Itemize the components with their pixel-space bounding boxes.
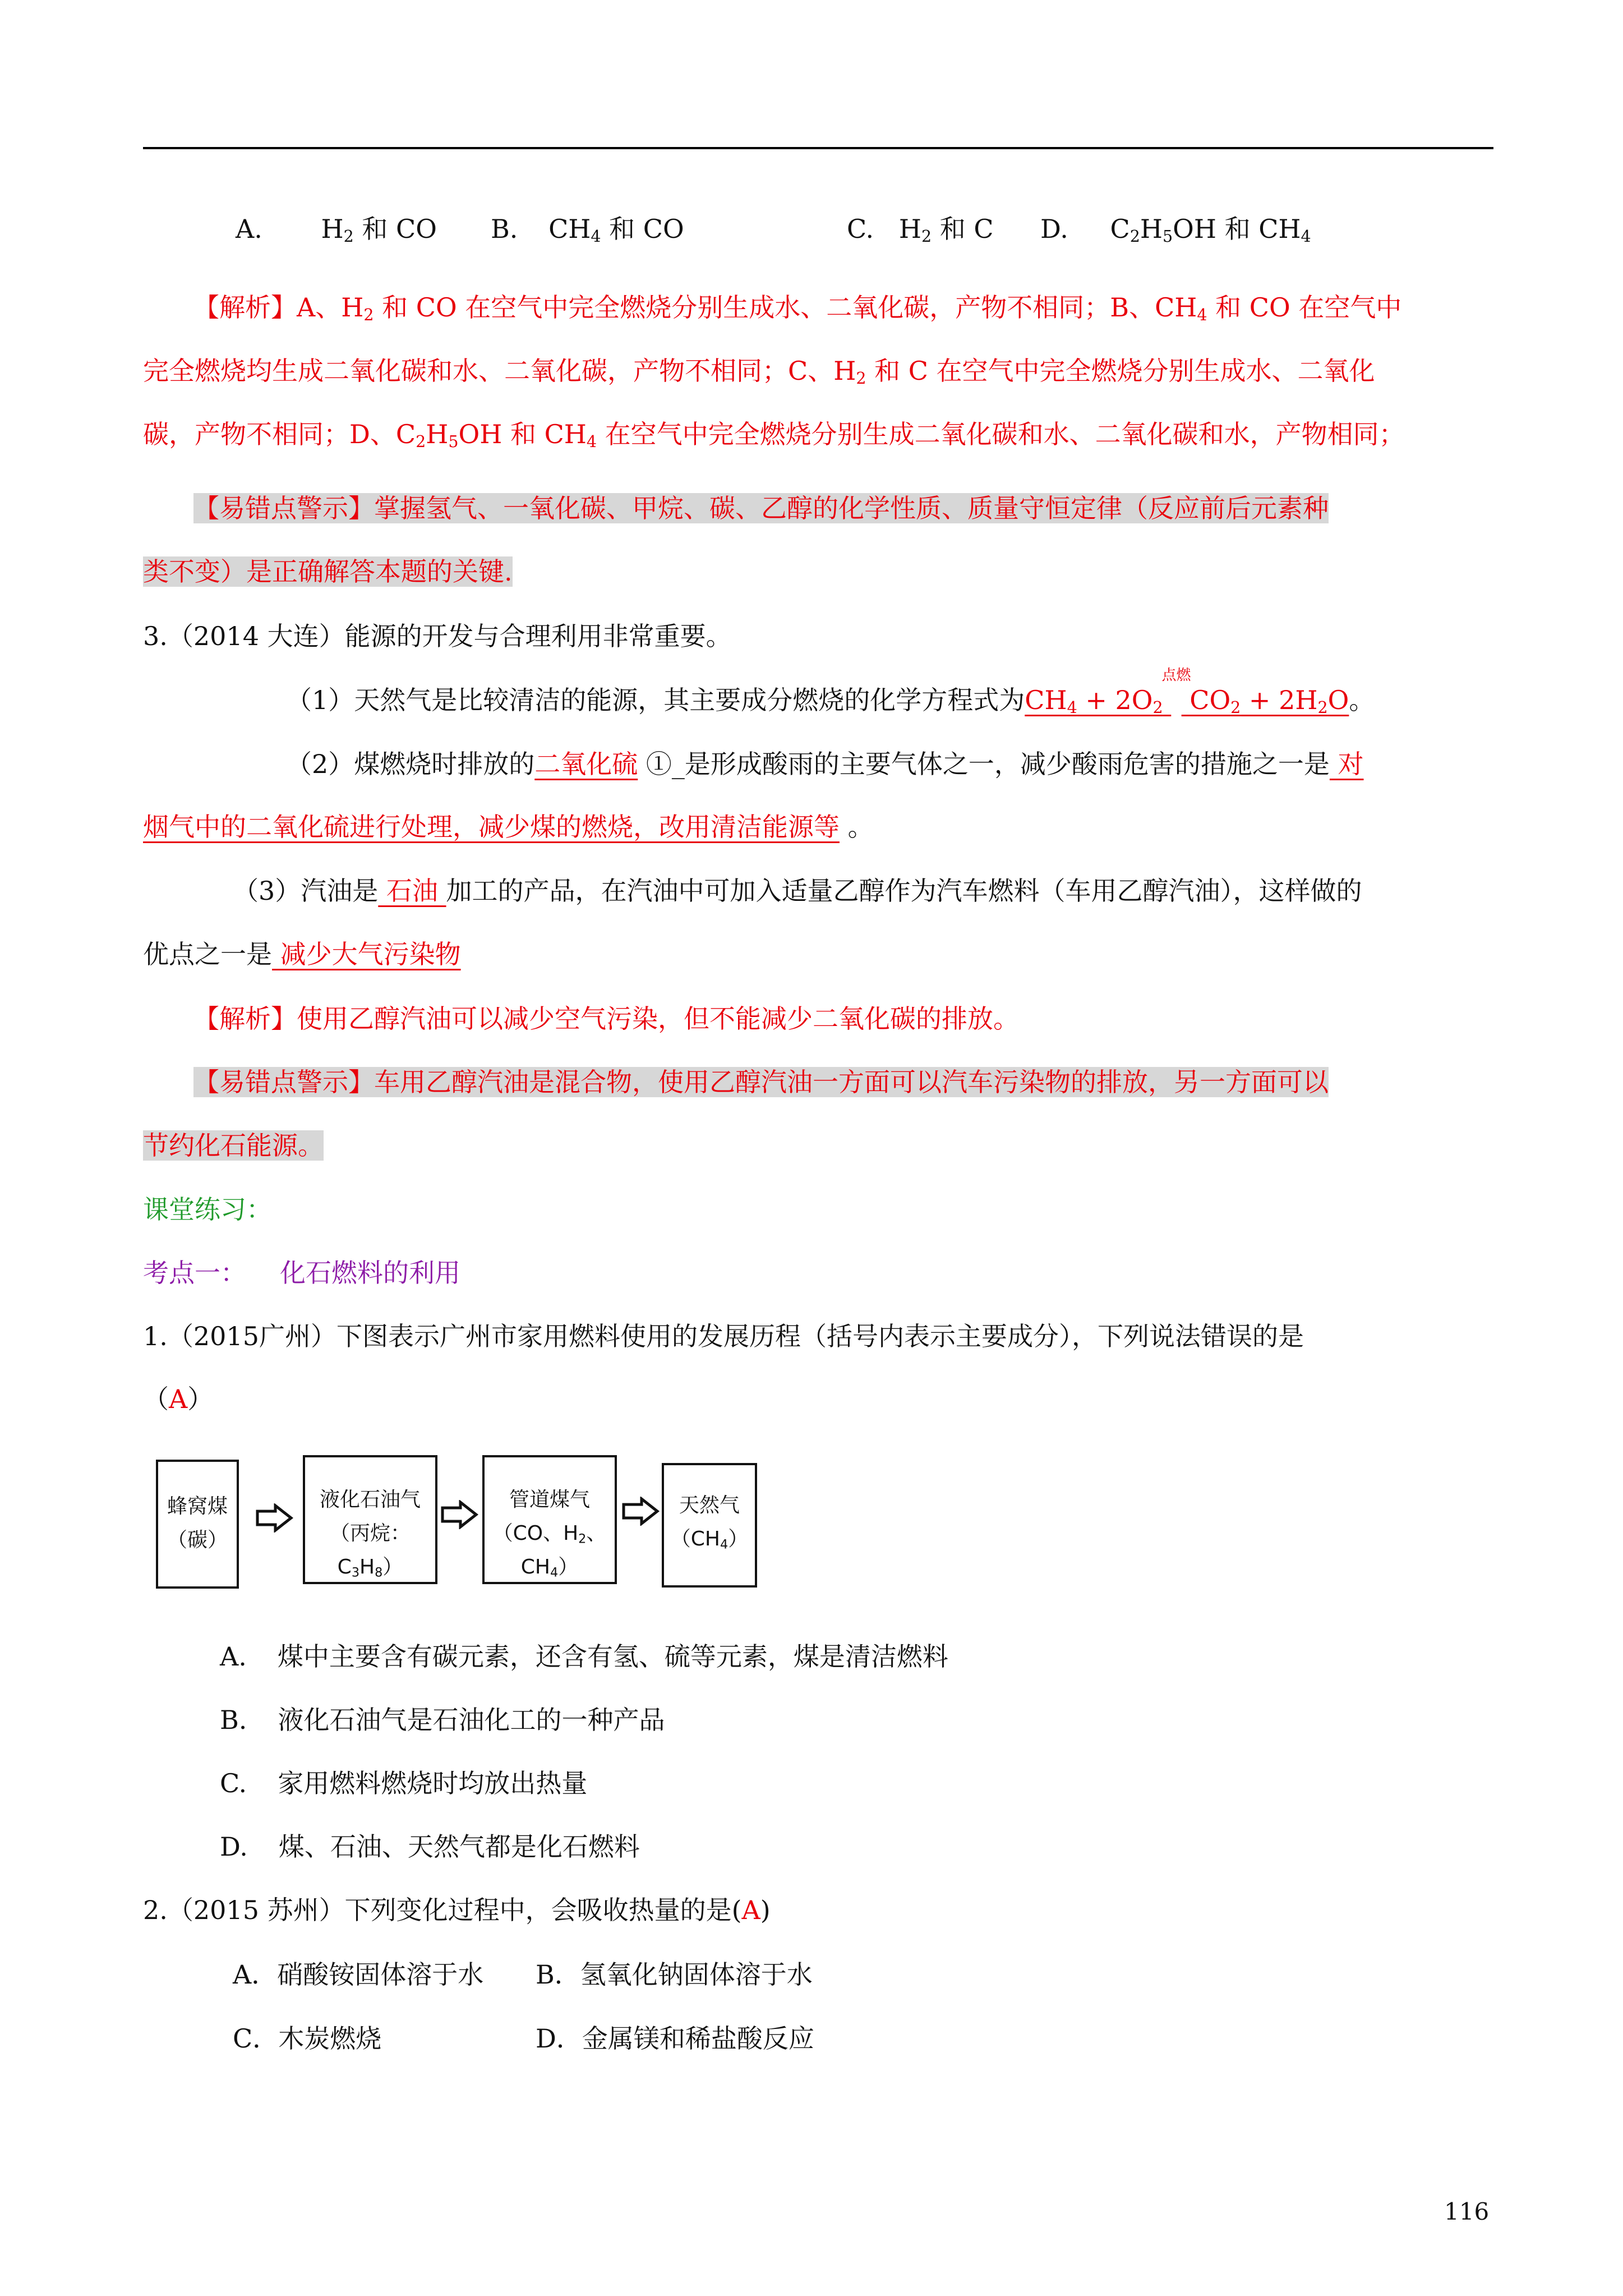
prev-option-b bbox=[491, 209, 684, 246]
fuel-box-natural-gas bbox=[662, 1463, 757, 1588]
option-text: 煤、石油、天然气都是化石燃料 bbox=[278, 1832, 640, 1862]
option-text: 液化石油气是石油化工的一种产品 bbox=[278, 1705, 665, 1735]
option-letter: B. bbox=[491, 214, 518, 244]
box-sublabel: $(CH_4)$ bbox=[670, 1527, 749, 1552]
analysis-1-line-3: 碳，产物不相同；D、$C_2H_5OH$ 和 $CH_4$ 在空气中完全燃烧分别生成二氧化碳和水、二氧化碳和水，产物相同； bbox=[143, 419, 1405, 452]
option-text: $C_2H_5OH$ 和 $CH_4$ bbox=[1110, 214, 1311, 246]
box-sublabel: （碳） bbox=[167, 1529, 228, 1552]
q3-part-3-line-1: （3）汽油是 石油 加工的产品，在汽油中可加入适量乙醇作为汽车燃料（车用乙醇汽油），这样做的 bbox=[233, 876, 1362, 906]
answer-blank: 二氧化硫 bbox=[534, 749, 638, 779]
option-text: $H_2$ 和 CO bbox=[321, 214, 437, 246]
fuel-box-coal bbox=[156, 1460, 239, 1589]
q2-stem: 2.（2015 苏州）下列变化过程中，会吸收热量的是(A) bbox=[143, 1895, 771, 1925]
warning-text: 节约化石能源。 bbox=[143, 1130, 324, 1161]
answer-blank: 减少大气污染物 bbox=[272, 939, 461, 969]
warning-1-line-1 bbox=[193, 488, 1329, 525]
q1-answer: （A） bbox=[143, 1384, 214, 1414]
analysis-1-line-2: 完全燃烧均生成二氧化碳和水、二氧化碳，产物不相同；C、$H_2$ 和 C 在空气中完全燃烧分别生成水、二氧化 bbox=[143, 356, 1375, 388]
warning-1-line-2 bbox=[143, 551, 513, 588]
q1-option-a bbox=[220, 1636, 948, 1673]
warning-text: 【易错点警示】车用乙醇汽油是混合物，使用乙醇汽油一方面可以汽车污染物的排放，另一方面可以 bbox=[193, 1067, 1329, 1097]
topic-name: 化石燃料的利用 bbox=[280, 1258, 460, 1288]
reaction-condition: 点燃 bbox=[1161, 667, 1191, 684]
q1-option-b bbox=[220, 1700, 665, 1737]
box-label: 管道煤气 bbox=[509, 1488, 590, 1511]
analysis-2: 【解析】使用乙醇汽油可以减少空气污染，但不能减少二氧化碳的排放。 bbox=[193, 1004, 1019, 1034]
warning-text: 【易错点警示】掌握氢气、一氧化碳、甲烷、碳、乙醇的化学性质、质量守恒定律（反应前后元素种 bbox=[193, 493, 1329, 523]
option-text: 煤中主要含有碳元素，还含有氢、硫等元素，煤是清洁燃料 bbox=[277, 1641, 948, 1672]
warning-2-line-1 bbox=[193, 1062, 1329, 1099]
topic-label: 考点一： bbox=[143, 1258, 246, 1288]
box-label: 蜂窝煤 bbox=[167, 1495, 228, 1518]
answer-letter: A bbox=[169, 1384, 188, 1414]
q3-part-2-line-1: （2）煤燃烧时排放的二氧化硫 ①_是形成酸雨的主要气体之一，减少酸雨危害的措施之一是 对 bbox=[286, 749, 1364, 779]
q3-part-3-line-2: 优点之一是 减少大气污染物 bbox=[143, 939, 461, 969]
analysis-1-line-1: 【解析】A、$H_2$ 和 CO 在空气中完全燃烧分别生成水、二氧化碳，产物不相同；B、$CH_4$ 和 CO 在空气中 bbox=[193, 292, 1402, 325]
q1-option-d bbox=[220, 1826, 640, 1864]
q2-option-d: D．金属镁和稀盐酸反应 bbox=[536, 2023, 814, 2054]
option-letter: A. bbox=[236, 214, 262, 244]
q2-option-b: B．氢氧化钠固体溶于水 bbox=[536, 1959, 813, 1990]
box-label: 液化石油气 bbox=[319, 1488, 421, 1511]
arrow-right-icon bbox=[621, 1497, 661, 1526]
answer-letter: A bbox=[741, 1895, 760, 1925]
option-letter: C. bbox=[220, 1768, 247, 1798]
q2-option-c: C．木炭燃烧 bbox=[233, 2023, 382, 2054]
warning-2-line-2 bbox=[143, 1125, 324, 1162]
option-letter: A. bbox=[220, 1641, 247, 1672]
option-letter: B. bbox=[220, 1705, 247, 1735]
answer-blank: 对 bbox=[1329, 749, 1364, 779]
prev-option-c bbox=[847, 209, 994, 246]
box-sublabel: （丙烷：$C_3H_8$） bbox=[329, 1522, 411, 1580]
answer-blank: 烟气中的二氧化硫进行处理，减少煤的燃烧，改用清洁能源等 bbox=[143, 812, 840, 842]
arrow-right-icon bbox=[440, 1500, 479, 1529]
page-number: 116 bbox=[1444, 2198, 1490, 2225]
option-letter: D. bbox=[220, 1832, 248, 1862]
q1-stem: 1.（2015广州）下图表示广州市家用燃料使用的发展历程（括号内表示主要成分），下列说法错误的是 bbox=[143, 1321, 1304, 1351]
answer-blank: 石油 bbox=[378, 876, 446, 906]
q3-part-2-line-2: 烟气中的二氧化硫进行处理，减少煤的燃烧，改用清洁能源等 。 bbox=[143, 812, 874, 842]
header-rule bbox=[143, 147, 1493, 149]
q1-option-c bbox=[220, 1763, 587, 1800]
fuel-box-pipeline-gas bbox=[482, 1455, 617, 1584]
q2-option-a: A．硝酸铵固体溶于水 bbox=[233, 1959, 484, 1990]
option-letter: D. bbox=[1040, 214, 1068, 244]
option-text: 家用燃料燃烧时均放出热量 bbox=[278, 1768, 588, 1798]
section-title: 课堂练习： bbox=[143, 1194, 272, 1225]
fuel-box-lpg bbox=[303, 1455, 437, 1584]
warning-text: 类不变）是正确解答本题的关键. bbox=[143, 556, 513, 587]
option-letter: C. bbox=[847, 214, 874, 244]
option-text: $CH_4$ 和 CO bbox=[548, 214, 684, 246]
prev-option-d bbox=[1040, 209, 1311, 246]
box-sublabel: （CO、$H_2$、$CH_4$） bbox=[492, 1522, 607, 1580]
option-text: $H_2$ 和 C bbox=[898, 214, 994, 246]
box-label: 天然气 bbox=[679, 1494, 740, 1517]
arrow-right-icon bbox=[255, 1503, 294, 1533]
q3-part-1: （1）天然气是比较清洁的能源，其主要成分燃烧的化学方程式为$CH_4 + 2O_2$ 点燃 $CO_2 + 2H_2O$。 bbox=[286, 667, 1375, 717]
q3-stem: 3.（2014 大连）能源的开发与合理利用非常重要。 bbox=[143, 621, 732, 651]
topic-heading bbox=[143, 1253, 460, 1290]
prev-option-a bbox=[236, 209, 437, 246]
equation-answer: $CH_4 + 2O_2$ 点燃 $CO_2 + 2H_2O$ bbox=[1025, 667, 1349, 717]
